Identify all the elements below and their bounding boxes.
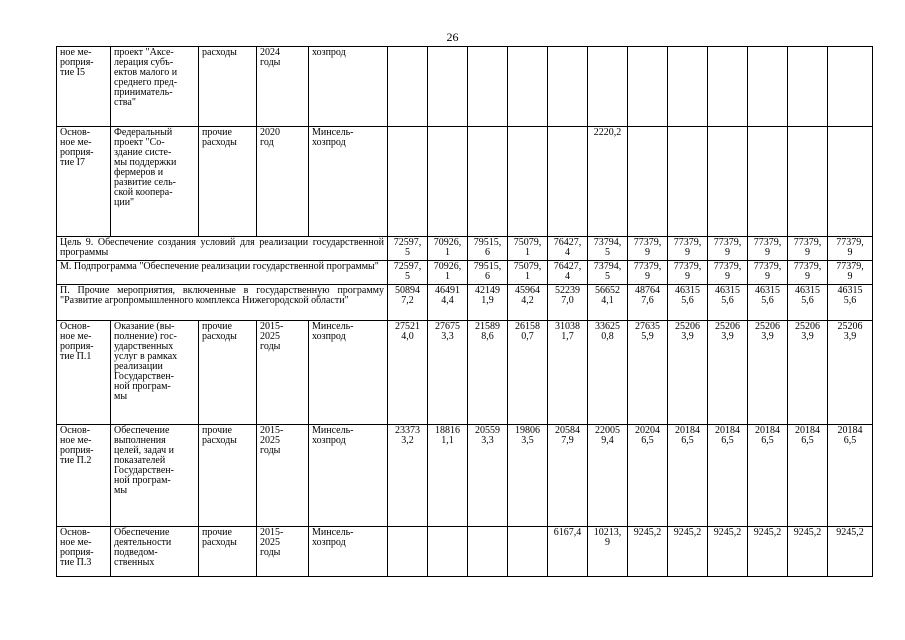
table-body [57,47,873,577]
year-value-cell: 18816 1,1 [428,425,468,527]
year-value-cell: 77379, 9 [628,261,668,285]
year-value-cell: 20184 6,5 [748,425,788,527]
year-value-cell: 10213, 9 [588,527,628,577]
year-value-cell [428,47,468,127]
year-value-cell [388,127,428,237]
activity-row [57,127,873,237]
year-value-cell: 27521 4,0 [388,321,428,425]
summary-row [57,285,873,321]
year-value-cell: 23373 3,2 [388,425,428,527]
year-value-cell: 20559 3,3 [468,425,508,527]
activity-name-cell: Федеральный проект "Со- здание систе- мы поддержки фермеров и развитие сель- ской коопера- ции" [111,127,199,237]
year-value-cell: 33625 0,8 [588,321,628,425]
year-value-cell [708,47,748,127]
activity-code-cell: Основ- ное ме- роприя- тие П.2 [57,425,111,527]
year-value-cell: 9245,2 [708,527,748,577]
year-value-cell [588,47,628,127]
year-value-cell [788,47,828,127]
year-value-cell: 25206 3,9 [828,321,873,425]
year-value-cell: 77379, 9 [628,237,668,261]
year-value-cell [828,127,873,237]
year-value-cell: 75079, 1 [508,261,548,285]
year-value-cell: 72597, 5 [388,261,428,285]
activity-row [57,321,873,425]
year-value-cell [668,47,708,127]
year-value-cell: 79515, 6 [468,237,508,261]
year-value-cell [628,47,668,127]
expense-type-cell: прочие расходы [199,127,257,237]
year-value-cell: 9245,2 [748,527,788,577]
year-value-cell [468,127,508,237]
year-value-cell: 46315 5,6 [828,285,873,321]
year-value-cell: 79515, 6 [468,261,508,285]
year-value-cell [388,47,428,127]
year-value-cell: 46315 5,6 [668,285,708,321]
year-value-cell [508,527,548,577]
year-value-cell: 77379, 9 [828,261,873,285]
activity-code-cell: Основ- ное ме- роприя- тие I7 [57,127,111,237]
year-value-cell: 19806 3,5 [508,425,548,527]
expense-type-cell: прочие расходы [199,425,257,527]
year-value-cell: 25206 3,9 [668,321,708,425]
year-value-cell: 77379, 9 [668,237,708,261]
year-value-cell [828,47,873,127]
summary-label-cell: М. Подпрограмма "Обеспечение реализации государственной программы" [57,261,388,285]
year-value-cell [468,527,508,577]
summary-row [57,237,873,261]
activity-row [57,47,873,127]
year-value-cell: 50894 7,2 [388,285,428,321]
year-value-cell [548,47,588,127]
year-value-cell: 77379, 9 [668,261,708,285]
activity-name-cell: Обеспечение выполнения целей, задач и показателей Государствен- ной програм- мы [111,425,199,527]
year-value-cell: 76427, 4 [548,261,588,285]
executor-cell: Минсель- хозпрод [309,127,388,237]
budget-table [56,46,873,577]
year-value-cell: 45964 4,2 [508,285,548,321]
expense-type-cell: расходы [199,47,257,127]
year-value-cell: 20184 6,5 [828,425,873,527]
year-value-cell: 21589 8,6 [468,321,508,425]
year-value-cell [508,47,548,127]
summary-label-cell: П. Прочие мероприятия, включенные в государственную программу "Развитие агропромышленного комплекса Нижегородской области" [57,285,388,321]
year-value-cell: 70926, 1 [428,261,468,285]
year-value-cell: 73794, 5 [588,237,628,261]
year-value-cell: 26158 0,7 [508,321,548,425]
expense-type-cell: прочие расходы [199,321,257,425]
year-value-cell: 77379, 9 [748,237,788,261]
year-value-cell: 75079, 1 [508,237,548,261]
executor-cell: Минсель- хозпрод [309,321,388,425]
year-value-cell [668,127,708,237]
year-value-cell: 9245,2 [668,527,708,577]
year-value-cell: 9245,2 [828,527,873,577]
year-value-cell: 42149 1,9 [468,285,508,321]
year-value-cell: 20584 7,9 [548,425,588,527]
year-value-cell: 52239 7,0 [548,285,588,321]
year-value-cell [388,527,428,577]
year-value-cell: 25206 3,9 [708,321,748,425]
year-value-cell: 73794, 5 [588,261,628,285]
executor-cell: Минсель- хозпрод [309,527,388,577]
activity-row [57,527,873,577]
activity-name-cell: Оказание (вы- полнение) гос- ударственных услуг в рамках реализации Государствен- ной програм- мы [111,321,199,425]
year-value-cell [628,127,668,237]
year-value-cell [548,127,588,237]
year-value-cell: 27675 3,3 [428,321,468,425]
activity-code-cell: ное ме- роприя- тие I5 [57,47,111,127]
activity-code-cell: Основ- ное ме- роприя- тие П.3 [57,527,111,577]
year-value-cell [468,47,508,127]
year-value-cell: 46491 4,4 [428,285,468,321]
year-value-cell [428,527,468,577]
period-cell: 2015- 2025 годы [257,425,309,527]
year-value-cell: 25206 3,9 [748,321,788,425]
year-value-cell: 20184 6,5 [788,425,828,527]
year-value-cell: 25206 3,9 [788,321,828,425]
expense-type-cell: прочие расходы [199,527,257,577]
year-value-cell: 20204 6,5 [628,425,668,527]
period-cell: 2015- 2025 годы [257,527,309,577]
year-value-cell [748,47,788,127]
year-value-cell: 77379, 9 [748,261,788,285]
activity-row [57,425,873,527]
year-value-cell: 76427, 4 [548,237,588,261]
year-value-cell: 46315 5,6 [748,285,788,321]
period-cell: 2020 год [257,127,309,237]
year-value-cell: 56652 4,1 [588,285,628,321]
activity-code-cell: Основ- ное ме- роприя- тие П.1 [57,321,111,425]
period-cell: 2015- 2025 годы [257,321,309,425]
year-value-cell [708,127,748,237]
period-cell: 2024 годы [257,47,309,127]
year-value-cell: 77379, 9 [788,237,828,261]
summary-label-cell: Цель 9. Обеспечение создания условий для реализации государственной программы [57,237,388,261]
year-value-cell: 48764 7,6 [628,285,668,321]
year-value-cell: 9245,2 [788,527,828,577]
year-value-cell: 27635 5,9 [628,321,668,425]
year-value-cell: 9245,2 [628,527,668,577]
summary-row [57,261,873,285]
year-value-cell: 46315 5,6 [788,285,828,321]
year-value-cell: 46315 5,6 [708,285,748,321]
year-value-cell [428,127,468,237]
activity-name-cell: проект "Аксе- лерация субъ- ектов малого и среднего пред- приниматель- ства" [111,47,199,127]
year-value-cell: 20184 6,5 [668,425,708,527]
year-value-cell [748,127,788,237]
year-value-cell: 2220,2 [588,127,628,237]
year-value-cell: 31038 1,7 [548,321,588,425]
year-value-cell: 77379, 9 [708,237,748,261]
year-value-cell [788,127,828,237]
year-value-cell: 70926, 1 [428,237,468,261]
year-value-cell: 22005 9,4 [588,425,628,527]
year-value-cell: 77379, 9 [828,237,873,261]
activity-name-cell: Обеспечение деятельности подведом- ственных [111,527,199,577]
page-number: 26 [446,30,459,44]
year-value-cell: 77379, 9 [708,261,748,285]
year-value-cell: 72597, 5 [388,237,428,261]
year-value-cell: 20184 6,5 [708,425,748,527]
executor-cell: Минсель- хозпрод [309,425,388,527]
year-value-cell: 77379, 9 [788,261,828,285]
year-value-cell [508,127,548,237]
year-value-cell: 6167,4 [548,527,588,577]
executor-cell: хозпрод [309,47,388,127]
